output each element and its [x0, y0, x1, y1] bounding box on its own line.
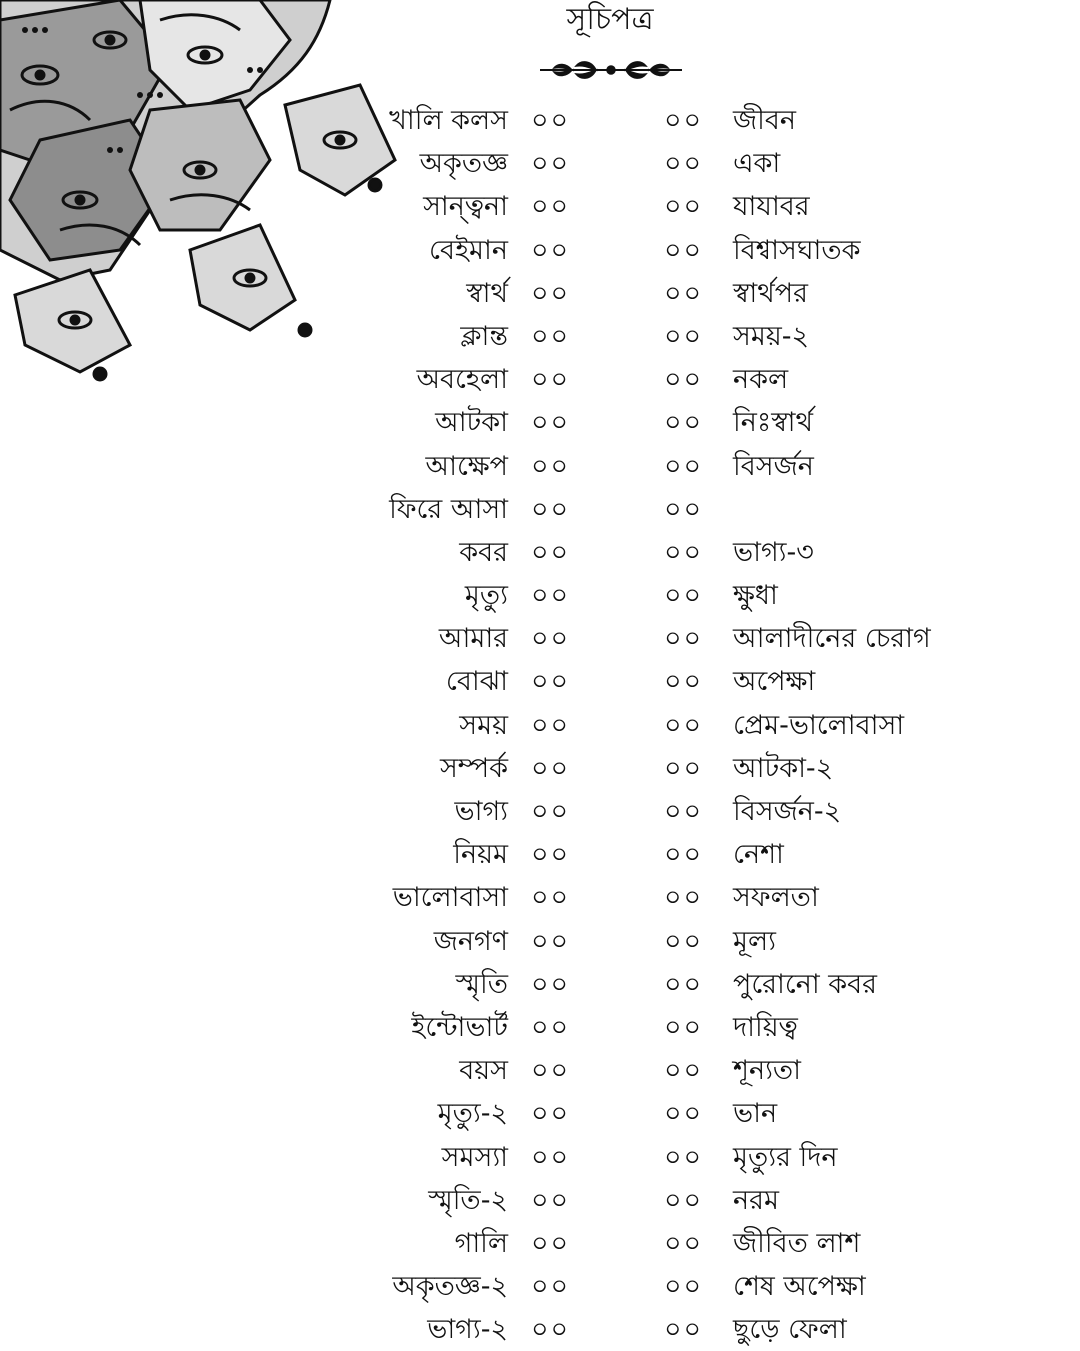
toc-row: [0, 229, 1080, 272]
toc-row: [0, 790, 1080, 833]
toc-page-number-right: ০০: [664, 1011, 704, 1043]
toc-entry-title-right: আলাদীনের চেরাগ: [733, 623, 931, 655]
toc-row: [0, 747, 1080, 790]
toc-page-number-right: ০০: [664, 277, 704, 309]
toc-entry-title-left: ইন্টোভার্ট: [411, 1011, 508, 1043]
toc-entry-title-left: ভালোবাসা: [392, 882, 508, 914]
toc-row: [0, 1222, 1080, 1265]
toc-entry-title-right: পুরোনো কবর: [733, 968, 878, 1000]
toc-page-number-left: ০০: [531, 709, 571, 741]
toc-page-number-left: ০০: [531, 882, 571, 914]
toc-page-number-right: ০০: [664, 968, 704, 1000]
toc-page-number-right: ০০: [664, 709, 704, 741]
toc-page-number-left: ০০: [531, 450, 571, 482]
toc-page-number-right: ০০: [664, 752, 704, 784]
toc-row: [0, 401, 1080, 444]
toc-entry-title-right: বিসর্জন: [733, 450, 814, 482]
toc-page-number-left: ০০: [531, 925, 571, 957]
toc-entry-title-right: বিসর্জন-২: [733, 796, 842, 827]
toc-entry-title-left: স্মৃতি: [455, 968, 508, 1000]
toc-entry-title-left: সম্পর্ক: [439, 752, 508, 784]
toc-page-number-right: ০০: [664, 364, 704, 396]
toc-page-number-right: ০০: [664, 407, 704, 439]
toc-row: [0, 99, 1080, 142]
toc-entry-title-left: সান্ত্বনা: [423, 191, 508, 223]
toc-entry-title-left: অবহেলা: [416, 364, 508, 396]
toc-page-number-right: ০০: [664, 1184, 704, 1216]
toc-page-number-right: ০০: [664, 450, 704, 482]
toc-row: [0, 1136, 1080, 1179]
toc-page-number-left: ০০: [531, 752, 571, 784]
toc-row: [0, 963, 1080, 1006]
toc-page-number-right: ০০: [664, 191, 704, 223]
toc-row: [0, 445, 1080, 488]
toc-page-number-right: ০০: [664, 1314, 704, 1346]
toc-page-number-left: ০০: [531, 191, 571, 223]
toc-page-number-left: ০০: [531, 234, 571, 266]
toc-page-number-left: ০০: [531, 968, 571, 1000]
toc-row: [0, 574, 1080, 617]
toc-page-number-right: ০০: [664, 320, 704, 352]
toc-entry-title-left: সমস্যা: [441, 1141, 508, 1173]
toc-entry-title-left: অকৃতজ্ঞ: [419, 148, 508, 180]
toc-entry-title-right: যাযাবর: [733, 191, 810, 223]
toc-page-number-right: ০০: [664, 882, 704, 914]
toc-page-number-left: ০০: [531, 666, 571, 698]
toc-entry-title-left: কবর: [459, 536, 508, 568]
toc-entry-title-right: বিশ্বাসঘাতক: [733, 234, 861, 266]
toc-row: [0, 833, 1080, 876]
toc-page-number-left: ০০: [531, 1141, 571, 1173]
toc-page-number-left: ০০: [531, 277, 571, 309]
toc-page-number-left: ০০: [531, 1227, 571, 1259]
toc-entry-title-right: নেশা: [733, 839, 784, 871]
toc-entry-title-right: নিঃস্বার্থ: [733, 407, 813, 439]
toc-page-number-right: ০০: [664, 796, 704, 827]
toc-page-number-right: ০০: [664, 1055, 704, 1087]
toc-entry-title-left: খালি কলস: [389, 105, 508, 136]
toc-entry-title-left: নিয়ম: [453, 839, 508, 871]
toc-row: [0, 1049, 1080, 1092]
toc-page-number-right: ০০: [664, 234, 704, 266]
toc-page-number-right: ০০: [664, 623, 704, 655]
toc-page-number-right: ০০: [664, 1098, 704, 1130]
toc-entry-title-left: বোঝা: [445, 666, 508, 698]
toc-entry-title-right: প্রেম-ভালোবাসা: [733, 709, 905, 741]
toc-row: [0, 531, 1080, 574]
toc-entry-title-left: ভাগ্য: [454, 796, 508, 827]
toc-row: [0, 1308, 1080, 1351]
toc-entry-title-right: সময়-২: [733, 320, 810, 352]
toc-page-number-right: ০০: [664, 536, 704, 568]
toc-page-number-left: ০০: [531, 407, 571, 439]
toc-entry-title-right: মৃত্যুর দিন: [733, 1141, 838, 1173]
toc-entry-title-right: স্বার্থপর: [733, 277, 808, 309]
toc-page-number-left: ০০: [531, 1314, 571, 1346]
toc-page-number-right: ০০: [664, 105, 704, 136]
toc-entry-title-right: একা: [733, 148, 781, 180]
toc-page-number-left: ০০: [531, 839, 571, 871]
toc-row: [0, 272, 1080, 315]
toc-entry-title-left: ক্লান্ত: [460, 320, 508, 352]
toc-page-number-right: ০০: [664, 1271, 704, 1303]
toc-page-number-right: ০০: [664, 493, 704, 525]
toc-entry-title-right: ছুড়ে ফেলা: [733, 1314, 847, 1346]
toc-entry-title-left: সময়: [459, 709, 508, 741]
toc-entry-title-right: আটকা-২: [733, 752, 834, 784]
toc-row: [0, 142, 1080, 185]
toc-page-number-left: ০০: [531, 580, 571, 612]
toc-page-number-right: ০০: [664, 666, 704, 698]
table-of-contents: [0, 99, 1080, 1351]
toc-row: [0, 488, 1080, 531]
toc-entry-title-left: আমার: [438, 623, 508, 655]
toc-entry-title-left: গালি: [454, 1227, 508, 1259]
toc-row: [0, 876, 1080, 919]
toc-entry-title-right: ক্ষুধা: [733, 580, 778, 612]
toc-row: [0, 920, 1080, 963]
toc-row: [0, 1092, 1080, 1135]
page-title: সূচিপত্র: [566, 2, 654, 37]
toc-entry-title-left: ভাগ্য-২: [427, 1314, 508, 1346]
toc-entry-title-right: শেষ অপেক্ষা: [733, 1271, 866, 1303]
toc-entry-title-right: অপেক্ষা: [733, 666, 816, 698]
toc-entry-title-right: দায়িত্ব: [733, 1011, 798, 1043]
toc-row: [0, 315, 1080, 358]
toc-row: [0, 1265, 1080, 1308]
toc-page-number-left: ০০: [531, 105, 571, 136]
toc-row: [0, 1179, 1080, 1222]
toc-entry-title-left: মৃত্যু: [464, 580, 508, 612]
toc-page-number-left: ০০: [531, 796, 571, 827]
toc-entry-title-left: আক্ষেপ: [425, 450, 508, 482]
ornamental-flourish-divider-icon: [536, 56, 686, 84]
toc-page-number-right: ০০: [664, 580, 704, 612]
toc-row: [0, 617, 1080, 660]
toc-page-number-right: ০০: [664, 925, 704, 957]
toc-page-number-left: ০০: [531, 320, 571, 352]
toc-entry-title-right: ভান: [733, 1098, 778, 1130]
toc-entry-title-right: নকল: [733, 364, 789, 396]
toc-entry-title-left: বেইমান: [429, 234, 508, 266]
toc-row: [0, 660, 1080, 703]
toc-page-number-right: ০০: [664, 1141, 704, 1173]
toc-page-number-left: ০০: [531, 148, 571, 180]
toc-row: [0, 185, 1080, 228]
toc-entry-title-left: আটকা: [435, 407, 508, 439]
toc-page-number-left: ০০: [531, 1098, 571, 1130]
toc-entry-title-right: ভাগ্য-৩: [733, 536, 814, 568]
toc-entry-title-left: বয়স: [459, 1055, 508, 1087]
toc-page-number-left: ০০: [531, 1055, 571, 1087]
toc-row: [0, 1006, 1080, 1049]
toc-page-number-left: ০০: [531, 1184, 571, 1216]
toc-page-number-left: ০০: [531, 1011, 571, 1043]
toc-page-number-left: ০০: [531, 536, 571, 568]
toc-entry-title-left: জনগণ: [433, 925, 508, 957]
toc-entry-title-right: সফলতা: [733, 882, 819, 914]
toc-entry-title-right: শূন্যতা: [733, 1055, 802, 1087]
toc-entry-title-left: ফিরে আসা: [389, 493, 508, 525]
toc-page-number-right: ০০: [664, 1227, 704, 1259]
toc-entry-title-right: জীবিত লাশ: [733, 1227, 861, 1259]
toc-page-number-left: ০০: [531, 493, 571, 525]
toc-entry-title-left: স্মৃতি-২: [428, 1184, 508, 1216]
toc-page-number-left: ০০: [531, 364, 571, 396]
toc-page-number-left: ০০: [531, 623, 571, 655]
toc-entry-title-left: অকৃতজ্ঞ-২: [392, 1271, 508, 1303]
toc-entry-title-left: মৃত্যু-২: [437, 1098, 508, 1130]
toc-entry-title-right: নরম: [733, 1184, 779, 1216]
toc-entry-title-left: স্বার্থ: [466, 277, 508, 309]
toc-entry-title-right: মূল্য: [733, 925, 776, 957]
toc-row: [0, 704, 1080, 747]
toc-entry-title-right: জীবন: [733, 105, 797, 136]
toc-page-number-right: ০০: [664, 839, 704, 871]
toc-row: [0, 358, 1080, 401]
toc-page-number-left: ০০: [531, 1271, 571, 1303]
toc-page-number-right: ০০: [664, 148, 704, 180]
